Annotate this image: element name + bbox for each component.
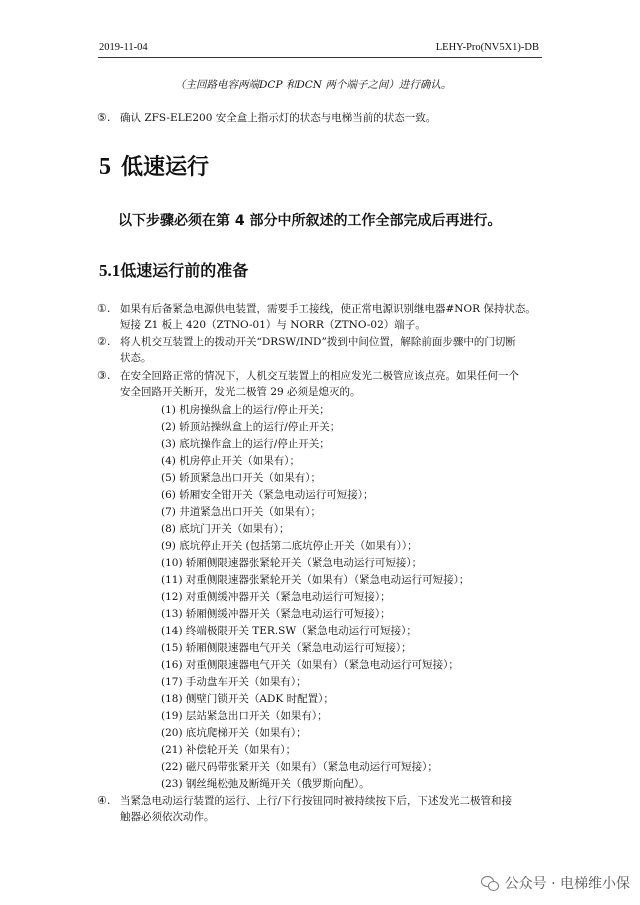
list-item: (23) 钢丝绳松弛及断绳开关（俄罗斯向配）。 xyxy=(161,778,370,790)
list-item: (2) 轿顶站操纵盒上的运行/停止开关； xyxy=(161,421,341,433)
list-item: (6) 轿厢安全钳开关（紧急电动运行可短接）； xyxy=(161,489,374,501)
step-line: 在安全回路正常的情况下，人机交互装置上的相应发光二极管应该点亮。如果任何一个 xyxy=(120,370,519,382)
intro-note: （主回路电容两端DCP 和DCN 两个端子之间）进行确认。 xyxy=(175,79,452,91)
list-item: (11) 对重侧限速器张紧轮开关（如果有）（紧急电动运行可短接）； xyxy=(161,574,470,586)
item5-mark: ⑤. xyxy=(97,111,111,124)
list-item: (16) 对重侧限速器电气开关（如果有）（紧急电动运行可短接）； xyxy=(161,659,459,671)
step-line: 如果有后备紧急电源供电装置，需要手工接线，使正常电源识别继电器#NOR 保持状态。 xyxy=(120,303,536,315)
step-mark: ①. xyxy=(97,302,111,315)
list-item: (17) 手动盘车开关（如果有）； xyxy=(161,676,307,688)
item5-text: 确认 ZFS-ELE200 安全盒上指示灯的状态与电梯当前的状态一致。 xyxy=(120,112,437,124)
step-line: 将人机交互装置上的拨动开关“DRSW/IND”拨到中间位置，解除前面步骤中的门切断 xyxy=(120,336,516,348)
notice: 以下步骤必须在第 4 部分中所叙述的工作全部完成后再进行。 xyxy=(118,213,502,229)
step-line: 状态。 xyxy=(120,352,152,364)
list-item: (5) 轿顶紧急出口开关（如果有）； xyxy=(161,472,321,484)
list-item: (20) 底坑爬梯开关（如果有）； xyxy=(161,727,307,739)
section-title: 低速运行 xyxy=(121,155,210,180)
watermark-text: 公众号 · 电梯维小保 xyxy=(504,876,630,892)
list-item: (18) 侧壁门锁开关（ADK 时配置）； xyxy=(161,693,334,705)
subsection-number: 5.1 xyxy=(99,261,121,280)
list-item: (9) 底坑停止开关 (包括第二底坑停止开关（如果有））； xyxy=(161,540,418,552)
list-item: (7) 井道紧急出口开关（如果有）； xyxy=(161,506,321,518)
subsection-title: 低速运行前的准备 xyxy=(120,261,249,280)
list-item: (1) 机房操纵盒上的运行/停止开关； xyxy=(161,404,330,416)
list-item: (4) 机房停止开关（如果有）； xyxy=(161,455,300,467)
section-heading xyxy=(99,150,209,181)
list-item: (19) 层站紧急出口开关（如果有）； xyxy=(161,710,328,722)
header-date: 2019-11-04 xyxy=(99,42,148,53)
section-number: 5 xyxy=(99,154,111,180)
subsection-heading xyxy=(99,258,248,281)
step-line: 触器必须依次动作。 xyxy=(120,811,215,823)
list-item: (14) 终端极限开关 TER.SW（紧急电动运行可短接）； xyxy=(161,625,417,637)
step-mark: ④. xyxy=(97,794,111,807)
list-item: (10) 轿厢侧限速器张紧轮开关（紧急电动运行可短接）； xyxy=(161,557,423,569)
step-line: 安全回路开关断开，发光二极管 29 必须是熄灭的。 xyxy=(120,386,361,398)
list-item: (22) 磁尺码带张紧开关（如果有）（紧急电动运行可短接）； xyxy=(161,761,438,773)
step-mark: ③. xyxy=(97,369,111,382)
list-item: (8) 底坑门开关（如果有）； xyxy=(161,523,290,535)
wechat-icon xyxy=(481,875,499,891)
step-mark: ②. xyxy=(97,335,111,348)
step-line: 短接 Z1 板上 420（ZTNO-01）与 NORR（ZTNO-02）端子。 xyxy=(120,319,426,331)
list-item: (21) 补偿轮开关（如果有）； xyxy=(161,744,297,756)
header-doc-id: LEHY-Pro(NV5X1)-DB xyxy=(435,42,539,53)
list-item: (15) 轿厢侧限速器电气开关（紧急电动运行可短接）； xyxy=(161,642,412,654)
list-item: (13) 轿厢侧缓冲器开关（紧急电动运行可短接）； xyxy=(161,608,391,620)
watermark xyxy=(481,873,630,893)
step-line: 当紧急电动运行装置的运行、上行/下行按钮同时被持续按下后，下述发光二极管和接 xyxy=(120,795,513,807)
list-item: (12) 对重侧缓冲器开关（紧急电动运行可短接）； xyxy=(161,591,391,603)
header-rule xyxy=(98,57,542,58)
list-item: (3) 底坑操作盒上的运行/停止开关； xyxy=(161,438,330,450)
